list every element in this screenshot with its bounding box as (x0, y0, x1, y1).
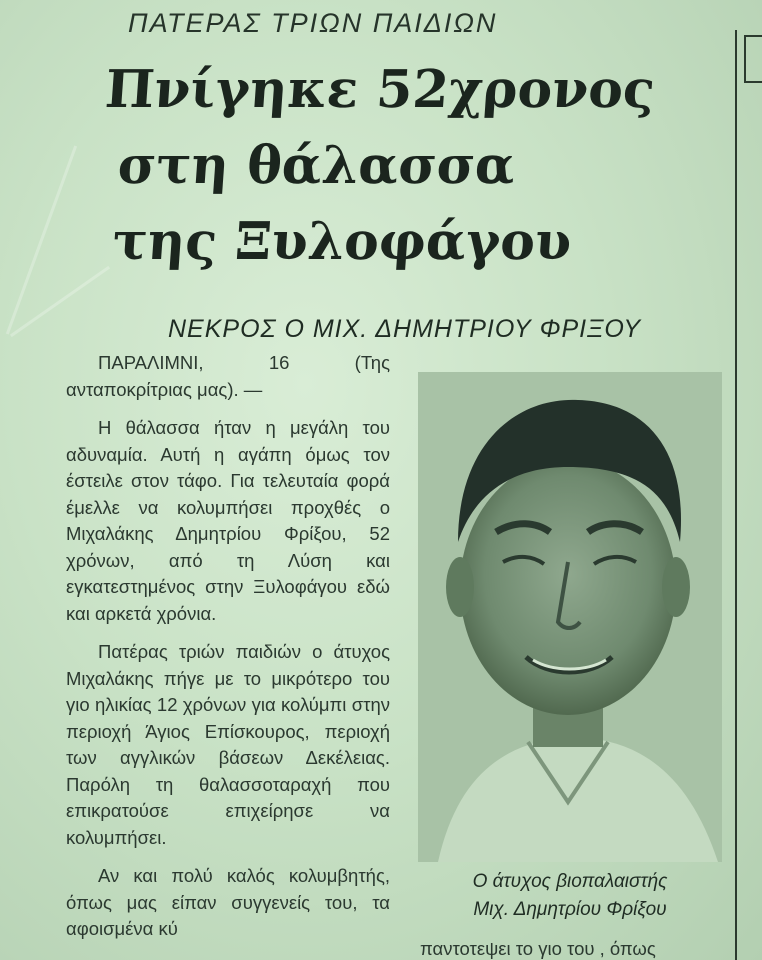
dateline-paragraph: ΠΑΡΑΛΙΜΝΙ, 16 (Της ανταποκρίτριας μας). — (66, 352, 390, 400)
body-paragraph: Η θάλασσα ήταν η μεγάλη του αδυναμία. Αυτή η αγάπη όμως τον έστειλε στον τάφο. Για τελευταία φορά έμελλε να κολυμπήσει προχθές ο Μιχαλάκης Δημητρίου Φρίξου, 52 χρόνων, από τη Λύση και εγκατεστημένος στην Ξυλοφάγου εδώ και αρκετά χρόνια. (66, 417, 390, 624)
adjacent-column-mark (744, 35, 762, 83)
article-subhead: ΝΕΚΡΟΣ Ο ΜΙΧ. ΔΗΜΗΤΡΙΟΥ ΦΡΙΞΟΥ (168, 315, 642, 343)
photo-caption (418, 868, 722, 924)
column-rule (735, 30, 737, 960)
headline-line-3: της Ξυλοφάγου (110, 211, 574, 272)
headline-line-2: στη θάλασσα (115, 135, 518, 196)
body-paragraph: Αν και πολύ καλός κολυμβητής, όπως μας είπαν συγγενείς του, τα αφοισμένα κύ (66, 865, 390, 939)
article-body (66, 350, 390, 955)
headline-line-1: Πνίγηκε 52χρονος (103, 59, 657, 120)
article-kicker: ΠΑΤΕΡΑΣ ΤΡΙΩΝ ΠΑΙΔΙΩΝ (128, 8, 498, 38)
caption-line-1: Ο άτυχος βιοπαλαιστής (472, 871, 668, 892)
article-headline (92, 52, 728, 280)
column-continuation: παντοτεψει το γιο του , όπως (420, 938, 656, 959)
portrait-image (418, 372, 722, 862)
portrait-photo (418, 372, 722, 862)
caption-line-2: Μιχ. Δημητρίου Φρίξου (473, 899, 667, 920)
body-paragraph: Πατέρας τριών παιδιών ο άτυχος Μιχαλάκης πήγε με το μικρότερο του γιο ηλικίας 12 χρόνων για κολύμπι στην περιοχή Άγιος Επίσκουρος, περιοχή των αγγλικών βάσεων Δεκέλειας. Παρόλη τη θαλασσοταραχή που επικρατούσε επιχείρησε να κολυμπήσει. (66, 641, 390, 848)
paper-crease (6, 146, 77, 335)
